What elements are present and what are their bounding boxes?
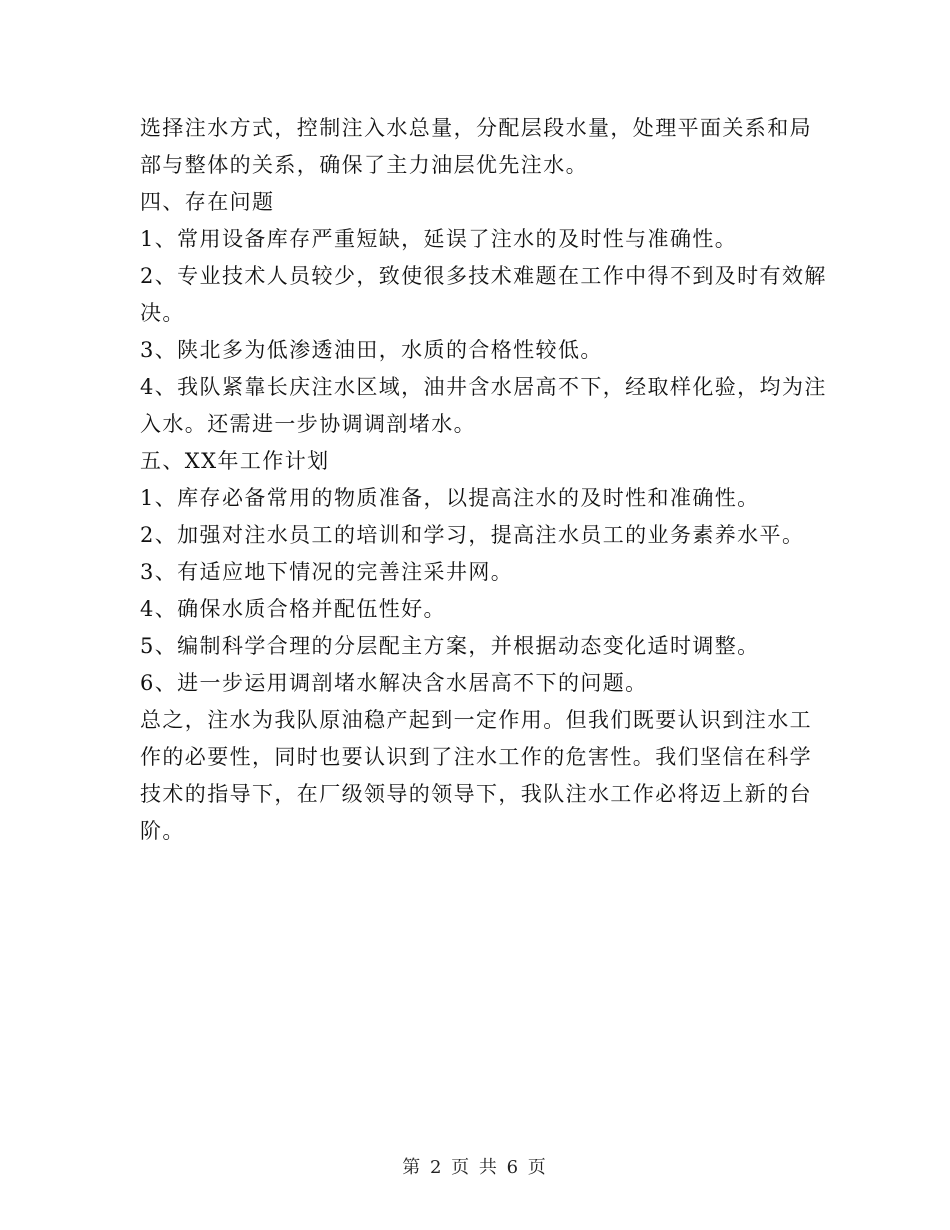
- conclusion-line: 技术的指导下，在厂级领导的领导下，我队注水工作必将迈上新的台: [140, 782, 812, 806]
- list-item: 6、进一步运用调剖堵水解决含水居高不下的问题。: [140, 671, 648, 695]
- list-item: 3、陕北多为低渗透油田，水质的合格性较低。: [140, 338, 603, 362]
- conclusion-line: 总之，注水为我队原油稳产起到一定作用。但我们既要认识到注水工: [140, 708, 812, 732]
- list-item: 5、编制科学合理的分层配主方案，并根据动态变化适时调整。: [140, 634, 760, 658]
- list-item: 4、确保水质合格并配伍性好。: [140, 597, 446, 621]
- conclusion-line: 作的必要性，同时也要认识到了注水工作的危害性。我们坚信在科学: [140, 745, 812, 769]
- section-heading: 五、XX年工作计划: [140, 449, 330, 473]
- list-item: 1、常用设备库存严重短缺，延误了注水的及时性与准确性。: [140, 227, 738, 251]
- document-body: [140, 110, 827, 850]
- text-line: 选择注水方式，控制注入水总量，分配层段水量，处理平面关系和局: [140, 116, 812, 140]
- list-item: 2、专业技术人员较少，致使很多技术难题在工作中得不到及时有效解: [140, 264, 827, 288]
- list-item-continuation: 入水。还需进一步协调调剖堵水。: [140, 412, 476, 436]
- page-number-footer: 第 2 页 共 6 页: [402, 1157, 548, 1178]
- list-item: 4、我队紧靠长庆注水区域，油井含水居高不下，经取样化验，均为注: [140, 375, 827, 399]
- list-item-continuation: 决。: [140, 301, 185, 325]
- text-line: 部与整体的关系，确保了主力油层优先注水。: [140, 153, 588, 177]
- conclusion-line: 阶。: [140, 819, 185, 843]
- list-item: 3、有适应地下情况的完善注采井网。: [140, 560, 514, 584]
- section-heading: 四、存在问题: [140, 190, 275, 214]
- list-item: 2、加强对注水员工的培训和学习，提高注水员工的业务素养水平。: [140, 523, 805, 547]
- list-item: 1、库存必备常用的物质准备，以提高注水的及时性和准确性。: [140, 486, 760, 510]
